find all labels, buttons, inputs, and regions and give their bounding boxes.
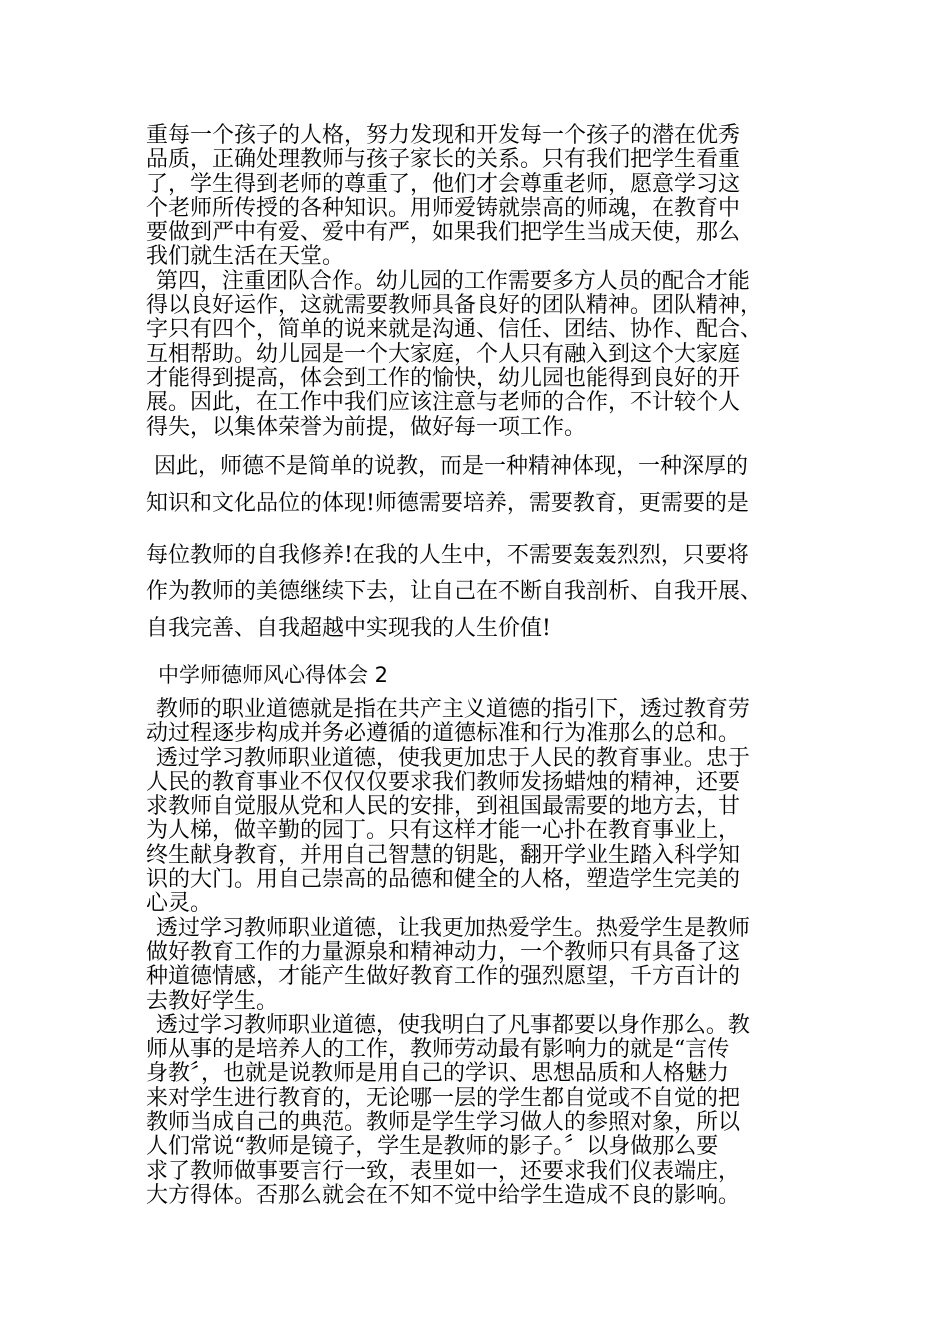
- conclusion-line-2: 知识和文化品位的体现!师德需要培养，需要教育，更需要的是: [146, 491, 749, 516]
- paragraph-respect-children: 重每一个孩子的人格，努力发现和开发每一个孩子的潜在优秀 品质，正确处理教师与孩子家长的关系。只有我们把学生看重 了，学生得到老师的尊重了，他们才会尊重老师，愿意学习这 个老师所传授的各种知识。用师爱铸就崇高的师魂，在教育中 要做到严中有爱、爱中有严，如果我们把学生当成天使，那么 我们就生活在天堂。: [146, 123, 741, 270]
- paragraph-loyalty: 透过学习教师职业道德，使我更加忠于人民的教育事业。忠于 人民的教育事业不仅仅仅要求我们教师发扬蜡烛的精神，还要 求教师自觉服从党和人民的安排，到祖国最需要的地方去，甘 为人梯，做辛勤的园丁。只有这样才能一心扑在教育事业上， 终生献身教育，并用自己智慧的钥匙，翻开学业生踏入科学知 识的大门。用自己崇高的品德和健全的人格，塑造学生完美的 心灵。: [146, 745, 750, 917]
- conclusion-line-3: 每位教师的自我修养!在我的人生中，不需要轰轰烈烈，只要将: [146, 543, 749, 568]
- section-heading: 中学师德师风心得体会 2: [158, 663, 389, 687]
- text-block-teacher-ethics-part1: [146, 124, 810, 440]
- conclusion-line-5: 自我完善、自我超越中实现我的人生价值!: [146, 616, 551, 641]
- paragraph-teamwork: 第四，注重团队合作。幼儿园的工作需要多方人员的配合才能 得以良好运作，这就需要教师具备良好的团队精神。团队精神， 字只有四个，简单的说来就是沟通、信任、团结、协作、配合、 互相帮助。幼儿园是一个大家庭，个人只有融入到这个大家庭 才能得到提高，体会到工作的愉快，幼儿园也能得到良好的开 展。因此，在工作中我们应该注意与老师的合作，不计较个人 得失，以集体荣誉为前提，做好每一项工作。: [146, 268, 763, 440]
- conclusion-line-4: 作为教师的美德继续下去，让自己在不断自我剖析、自我开展、: [146, 579, 763, 604]
- paragraph-love-students: 透过学习教师职业道德，让我更加热爱学生。热爱学生是教师 做好教育工作的力量源泉和精神动力，一个教师只有具备了这 种道德情感，才能产生做好教育工作的强烈愿望，千方百计的 去教好学生。: [146, 915, 750, 1014]
- conclusion-line-1: 因此，师德不是简单的说教，而是一种精神体现，一种深厚的: [154, 454, 749, 479]
- text-block-teacher-ethics-part2: [146, 698, 810, 1208]
- paragraph-definition: 教师的职业道德就是指在共产主义道德的指引下，透过教育劳 动过程逐步构成并务必遵循的道德标准和行为准那么的总和。: [146, 697, 750, 747]
- paragraph-set-example: 透过学习教师职业道德，使我明白了凡事都要以身作那么。教 师从事的是培养人的工作，教师劳动最有影响力的就是“言传 身教〞，也就是说教师是用自己的学识、思想品质和人格魅力 来对学生进行教育的，无论哪一层的学生都自觉或不自觉的把 教师当成自己的典范。教师是学生学习做人的参照对象，所以 人们常说“教师是镜子，学生是教师的影子。〞以身做那么要 求了教师做事要言行一致，表里如一，还要求我们仪表端庄， 大方得体。否那么就会在不知不觉中给学生造成不良的影响。: [146, 1012, 750, 1208]
